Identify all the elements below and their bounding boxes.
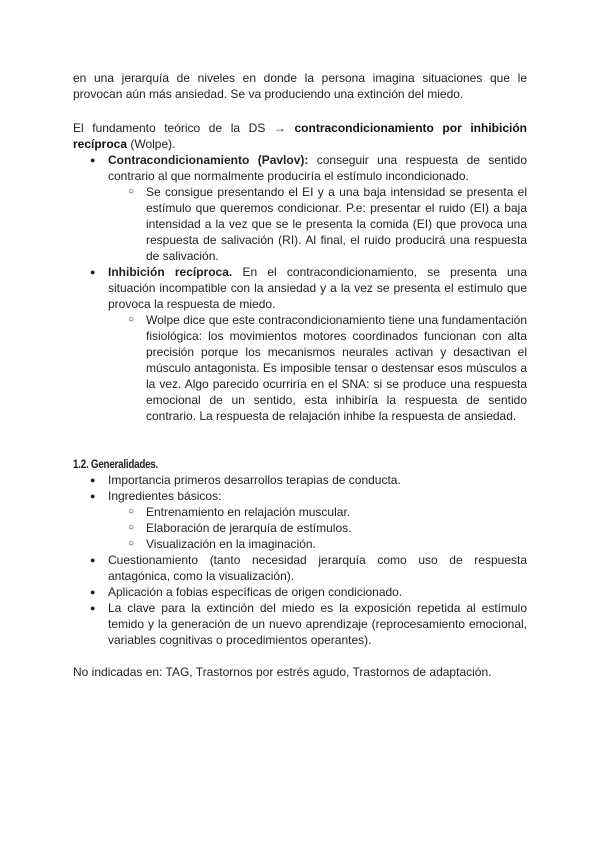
bullet-contracondicionamiento (108, 152, 527, 184)
bullet-marker: ● (90, 475, 96, 485)
fundamento-paragraph (73, 120, 527, 152)
bullet-marker: ● (90, 491, 96, 501)
list-item: Importancia primeros desarrollos terapias de conducta. (108, 473, 401, 487)
subbullet-marker: ○ (128, 522, 135, 533)
fundamento-bold: contracondicionamiento por inhibición recíproca (73, 121, 527, 151)
bullet-bold-term: Inhibición recíproca. (108, 265, 233, 279)
fundamento-suffix: (Wolpe). (127, 137, 176, 151)
bullet-marker: ● (90, 155, 96, 165)
bullet-marker: ● (90, 587, 96, 597)
footer-paragraph: No indicadas en: TAG, Trastornos por estrés agudo, Trastornos de adaptación. (73, 665, 492, 679)
section-heading: 1.2. Generalidades. (73, 457, 159, 471)
intro-paragraph: en una jerarquía de niveles en donde la persona imagina situaciones que le provocan aún más ansiedad. Se va produciendo una extinción del miedo. (73, 71, 527, 101)
bullet-marker: ● (90, 603, 96, 613)
subbullet-contracondicionamiento: Se consigue presentando el EI y a una baja intensidad se presenta el estímulo que queremos condicionar. P.e: presentar el ruido (EI) a baja intensidad a la vez que se le presenta la comida (EI) que provoca una respuesta de salivación (RI). Al final, el ruido producirá una respuesta de salivación. (146, 185, 527, 263)
sub-list-item: Visualización en la imaginación. (146, 537, 316, 551)
fundamento-prefix: El fundamento teórico de la DS → (73, 121, 295, 135)
list-item: Cuestionamiento (tanto necesidad jerarquía como uso de respuesta antagónica, como la visualización). (108, 553, 527, 583)
sub-list-item: Entrenamiento en relajación muscular. (146, 505, 351, 519)
bullet-text: En el contracondicionamiento, se presenta una situación incompatible con la ansiedad y a la vez se presenta el estímulo que provoca la respuesta de miedo. (108, 265, 528, 311)
bullet-marker: ● (90, 267, 96, 277)
bullet-text: conseguir una respuesta de sentido contrario al que normalmente produciría el estímulo incondicionado. (108, 153, 527, 183)
subbullet-marker: ○ (128, 538, 135, 549)
list-item: La clave para la extinción del miedo es la exposición repetida al estímulo temido y la generación de un nuevo aprendizaje (reprocesamiento emocional, variables cognitivas o procedimientos operantes). (108, 601, 527, 647)
bullet-bold-term: Contracondicionamiento (Pavlov): (108, 153, 309, 167)
list-item: Aplicación a fobias específicas de origen condicionado. (108, 585, 403, 599)
subbullet-marker: ○ (128, 314, 135, 325)
sub-list-item: Elaboración de jerarquía de estímulos. (146, 521, 352, 535)
bullet-marker: ● (90, 555, 96, 565)
subbullet-marker: ○ (128, 506, 135, 517)
bullet-inhibicion (108, 264, 527, 312)
subbullet-inhibicion: Wolpe dice que este contracondicionamiento tiene una fundamentación fisiológica: los movimientos motores coordinados funcionan con alta precisión porque los mecanismos neurales activan y desactivan el músculo antagonista. Es imposible tensar o destensar esos músculos a la vez. Algo parecido ocurriría en el SNA: si se produce una respuesta emocional de un sentido, esta inhibiría la respuesta de sentido contrario. La respuesta de relajación inhibe la respuesta de ansiedad. (146, 313, 527, 423)
list-item: Ingredientes básicos: (108, 489, 222, 503)
subbullet-marker: ○ (128, 186, 135, 197)
